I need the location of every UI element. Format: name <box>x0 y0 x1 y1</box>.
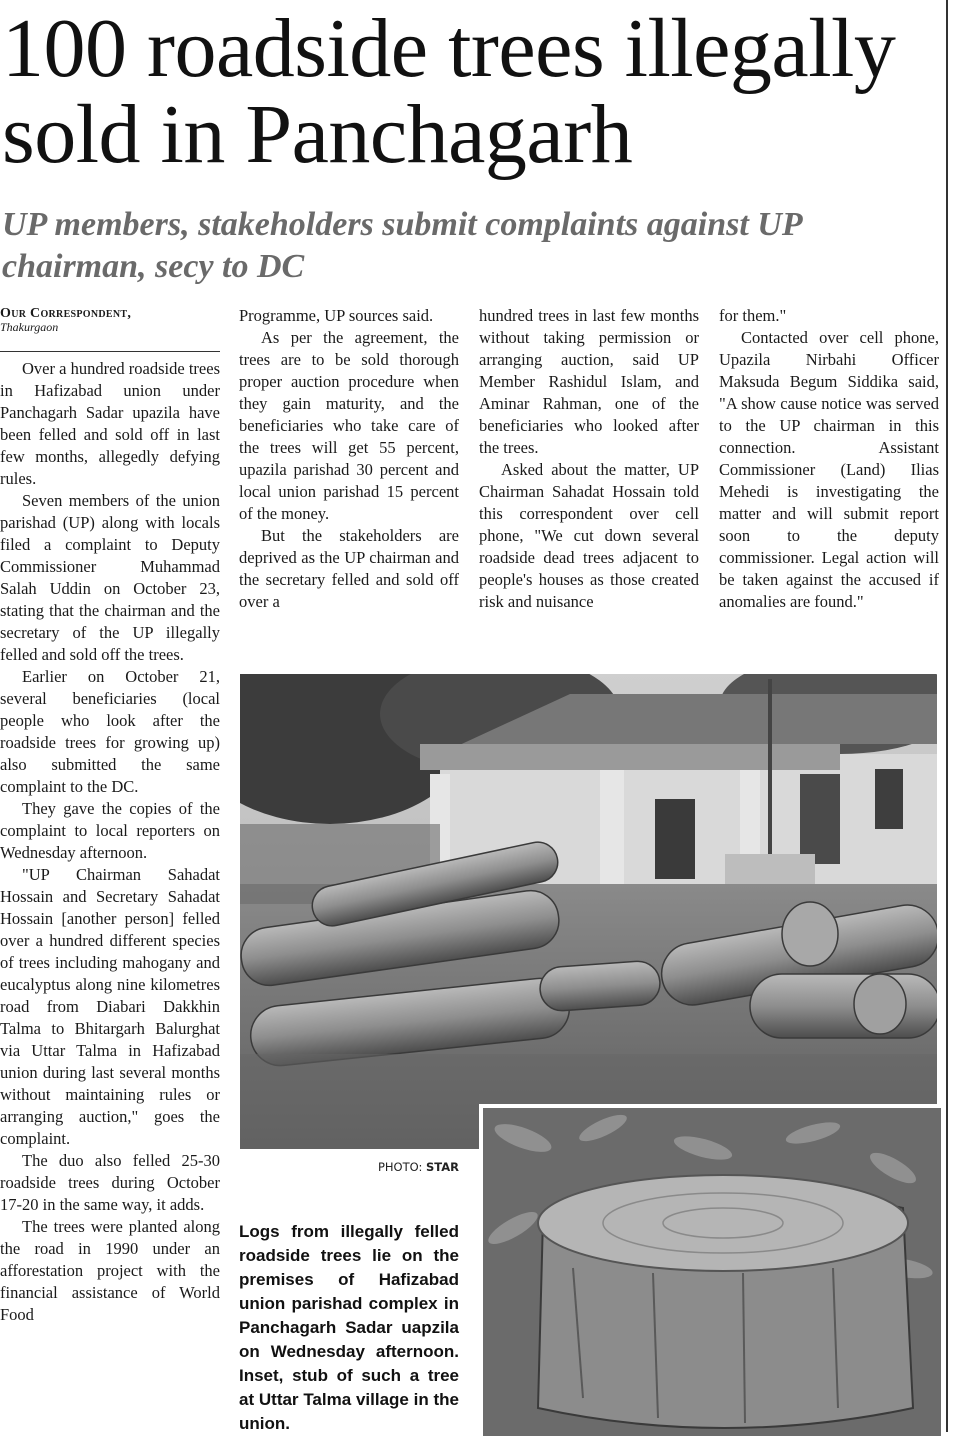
article-paragraph: The trees were planted along the road in 1990 under an afforestation project with the financial assistance of World Food <box>0 1217 220 1324</box>
page-border-rule <box>946 0 948 1432</box>
article-paragraph: "UP Chairman Sahadat Hossain and Secretary Sahadat Hossain [another person] felled over a hundred different species of trees including mahogany and eucalyptus along nine kilometres road from Diabari Dakkhin Talma to Bhitargarh Balurghat via Uttar Talma in Hafizabad union during last several months without maintaining rules or arranging auction," goes the complaint. <box>0 865 220 1148</box>
article-paragraph: Asked about the matter, UP Chairman Sahadat Hossain told this correspondent over cell phone, "We cut down several roadside dead trees adjacent to people's houses as those created risk and nuisance <box>479 460 699 611</box>
article-paragraph: hundred trees in last few months without taking permission or arranging auction, said UP Member Rashidul Islam, and Aminar Rahman, one of the beneficiaries who looked after the trees. <box>479 306 699 457</box>
article-paragraph: But the stakeholders are deprived as the UP chairman and the secretary felled and sold off over a <box>239 526 459 611</box>
photo-inset-tree-stub <box>479 1104 941 1436</box>
photo-credit-label: PHOTO: <box>377 1160 423 1174</box>
article-paragraph: Earlier on October 21, several beneficiaries (local people who look after the roadside trees for growing up) also submitted the same complaint to the DC. <box>0 667 220 796</box>
byline-name: Our Correspondent, <box>0 306 132 321</box>
article-paragraph: They gave the copies of the complaint to local reporters on Wednesday afternoon. <box>0 799 220 862</box>
article-column-3 <box>479 305 699 613</box>
photo-credit <box>240 1160 459 1174</box>
article-column-2 <box>239 305 459 613</box>
article-paragraph: Programme, UP sources said. <box>239 306 434 325</box>
byline-divider <box>0 351 220 352</box>
article-paragraph: As per the agreement, the trees are to be sold thorough proper auction procedure when they gain maturity, and the beneficiaries who take care of the trees will get 55 percent, upazila parishad 30 percent and local union parishad 15 percent of the money. <box>239 328 459 523</box>
article-paragraph: The duo also felled 25-30 roadside trees during October 17-20 in the same way, it adds. <box>0 1151 220 1214</box>
subheadline: UP members, stakeholders submit complaints against UP chairman, secy to DC <box>2 206 802 285</box>
headline: 100 roadside trees illegally sold in Panchagarh <box>2 2 896 181</box>
photo-caption: Logs from illegally felled roadside trees lie on the premises of Hafizabad union parishad complex in Panchagarh Sadar uapzila on Wednesday afternoon. Inset, stub of such a tree at Uttar Talma village in the union. <box>239 1222 459 1433</box>
byline <box>0 306 220 335</box>
article-paragraph: Seven members of the union parishad (UP) along with locals filed a complaint to Deputy Commissioner Muhammad Salah Uddin on October 23, stating that the chairman and the secretary of the UP illegally felled and sold off the trees. <box>0 491 220 664</box>
byline-location: Thakurgaon <box>0 320 59 334</box>
stub-photo-illustration <box>483 1108 941 1436</box>
article-paragraph: for them." <box>719 306 787 325</box>
article-column-1 <box>0 358 220 1432</box>
article-paragraph: Contacted over cell phone, Upazila Nirbahi Officer Maksuda Begum Siddika said, "A show cause notice was served to the UP chairman in this connection. Assistant Commissioner (Land) Ilias Mehedi is investigating the matter and will submit report soon to the deputy commissioner. Legal action will be taken against the accused if anomalies are found." <box>719 328 939 611</box>
logs-photo-illustration <box>240 674 937 1149</box>
photo-credit-source: STAR <box>426 1160 459 1174</box>
article-column-4 <box>719 305 939 613</box>
article-paragraph: Over a hundred roadside trees in Hafizabad union under Panchagarh Sadar upazila have been felled and sold off in last few months, allegedly defying rules. <box>0 359 220 488</box>
photo-felled-logs <box>240 674 937 1149</box>
